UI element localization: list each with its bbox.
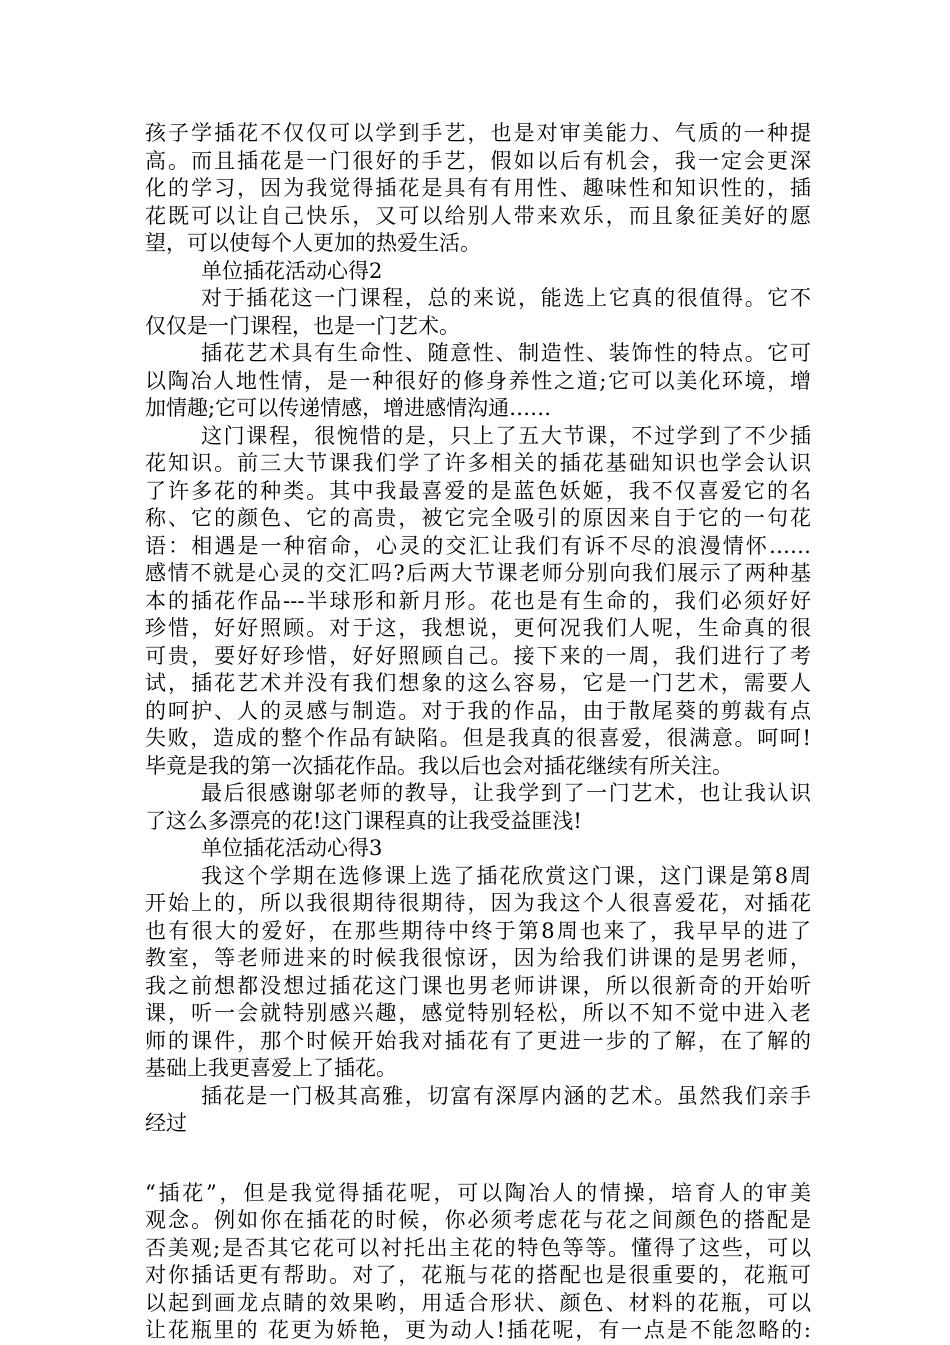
text-line: 可贵，要好好珍惜，好好照顾自己。接下来的一周，我们进行了考 [145,643,811,668]
section-heading-3: 单位插花活动心得3 [201,836,383,860]
text-line: 望，可以使每个人更加的热爱生活。 [145,231,481,255]
text-line: 插花是一门极其高雅，切富有深厚内涵的艺术。虽然我们亲手 [201,1083,811,1108]
text-line: 称、它的颜色、它的高贵，被它完全吸引的原因来自于它的一句花 [145,506,811,530]
text-line: 毕竟是我的第一次插花作品。我以后也会对插花继续有所关注。 [145,753,733,778]
text-line: 也有很大的爱好，在那些期待中终于第8周也来了，我早早的进了 [145,918,811,943]
text-line: 师的课件，那个时候开始我对插花有了更进一步的了解，在了解的 [145,1028,811,1053]
text-line: 高。而且插花是一门很好的手艺，假如以后有机会，我一定会更深 [145,148,811,173]
paragraph-gap [145,1138,811,1180]
text-line: 教室，等老师进来的时候我很惊讶，因为给我们讲课的是男老师， [145,946,811,970]
text-line: 试，插花艺术并没有我们想象的这么容易，它是一门艺术，需要人 [145,671,811,695]
text-line: 花知识。前三大节课我们学了许多相关的插花基础知识也学会认识 [145,451,811,475]
text-line: “插花”，但是我觉得插花呢，可以陶冶人的情操，培育人的审美 [145,1180,811,1205]
text-line: 珍惜，好好照顾。对于这，我想说，更何况我们人呢，生命真的很 [145,616,811,640]
text-line: 了许多花的种类。其中我最喜爱的是蓝色妖姬，我不仅喜爱它的名 [145,478,811,503]
text-line: 化的学习，因为我觉得插花是具有有用性、趣味性和知识性的，插 [145,176,811,200]
text-line: 的呵护、人的灵感与制造。对于我的作品，由于散尾葵的剪裁有点 [145,698,811,723]
text-line: 仅仅是一门课程，也是一门艺术。 [145,313,460,338]
text-line: 我这个学期在选修课上选了插花欣赏这门课，这门课是第8周 [201,863,811,888]
section-heading-2: 单位插花活动心得2 [201,258,383,283]
text-line: 失败，造成的整个作品有缺陷。但是我真的很喜爱，很满意。呵呵! [145,726,811,750]
text-line: 感情不就是心灵的交汇吗?后两大节课老师分别向我们展示了两种基 [145,561,811,585]
text-line: 孩子学插花不仅仅可以学到手艺，也是对审美能力、气质的一种提 [145,121,811,145]
text-line: 课，听一会就特别感兴趣，感觉特别轻松，所以不知不觉中进入老 [145,1001,811,1025]
text-line: 对于插花这一门课程，总的来说，能选上它真的很值得。它不 [201,286,811,310]
text-line: 对你插话更有帮助。对了，花瓶与花的搭配也是很重要的，花瓶可 [145,1263,811,1287]
text-line: 以陶冶人地性情，是一种很好的修身养性之道;它可以美化环境，增 [145,368,811,393]
text-line: 了这么多漂亮的花!这门课程真的让我受益匪浅! [145,808,582,833]
text-line: 基础上我更喜爱上了插花。 [145,1056,397,1080]
text-line: 本的插花作品---半球形和新月形。花也是有生命的，我们必须好好 [145,588,811,613]
text-line: 让花瓶里的 花更为娇艳，更为动人!插花呢，有一点是不能忽略的: [145,1318,811,1342]
text-line: 语：相遇是一种宿命，心灵的交汇让我们有诉不尽的浪漫情怀…… [145,533,811,558]
document-page [145,120,811,1345]
text-line: 这门课程，很惋惜的是，只上了五大节课，不过学到了不少插 [201,423,811,448]
text-line: 我之前想都没想过插花这门课也男老师讲课，所以很新奇的开始听 [145,973,811,998]
text-line: 花既可以让自己快乐，又可以给别人带来欢乐，而且象征美好的愿 [145,203,811,228]
text-line: 以起到画龙点睛的效果哟，用适合形状、颜色、材料的花瓶，可以 [145,1290,811,1315]
text-line: 插花艺术具有生命性、随意性、制造性、装饰性的特点。它可 [201,341,811,365]
text-line: 观念。例如你在插花的时候，你必须考虑花与花之间颜色的搭配是 [145,1208,811,1232]
text-line: 否美观;是否其它花可以衬托出主花的特色等等。懂得了这些，可以 [145,1235,811,1260]
text-line: 经过 [145,1111,187,1135]
text-line: 开始上的，所以我很期待很期待，因为我这个人很喜爱花，对插花 [145,891,811,915]
text-line: 最后很感谢邬老师的教导，让我学到了一门艺术，也让我认识 [201,781,811,805]
text-line: 加情趣;它可以传递情感，增进感情沟通…… [145,396,552,420]
